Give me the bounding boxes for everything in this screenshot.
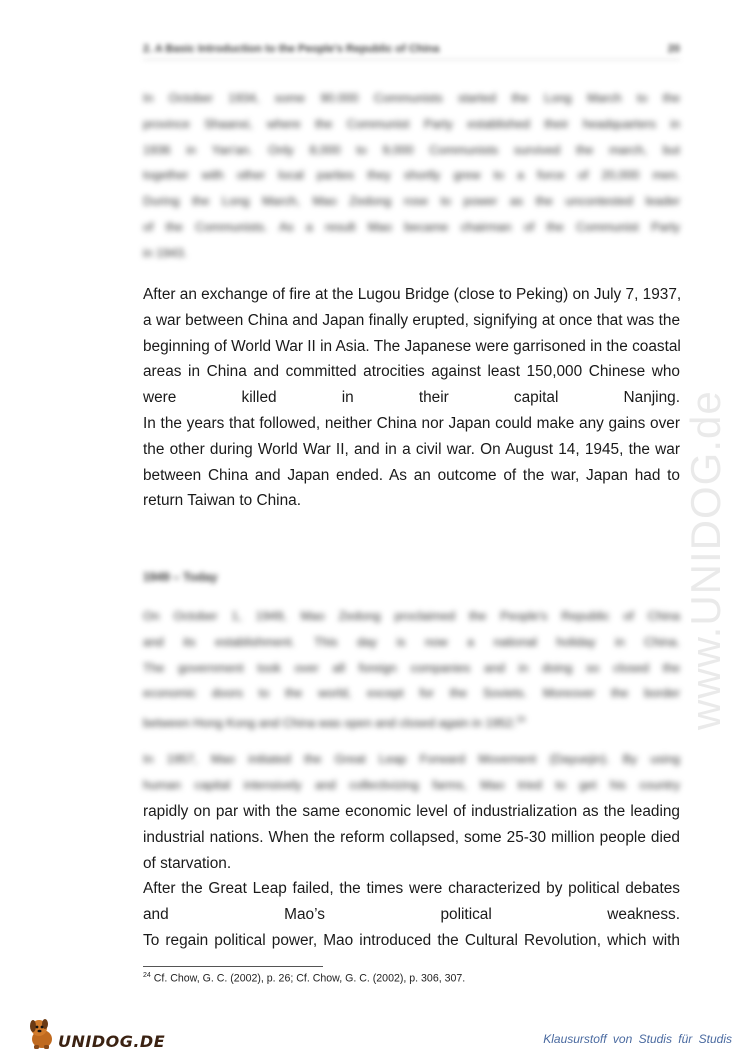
text-line: industrial nations. When the reform collapsed, some 25-30 million people died: [143, 828, 680, 846]
text-line: [143, 707, 680, 737]
text-line: beginning of World War II in Asia. The Japanese were garrisoned in the coastal: [143, 337, 681, 355]
text-line: were killed in their capital Nanjing.: [143, 389, 680, 407]
footnote: [143, 972, 465, 985]
side-watermark: [682, 280, 732, 730]
text-line: a war between China and Japan finally erupted, signifying at once that was the: [143, 311, 680, 329]
blurred-intro-paragraph: [143, 86, 680, 267]
text-line: province Shaanxi, where the Communist Party established their headquarters in: [143, 116, 680, 131]
text-line: economic doors to the world, except for the Soviets. Moreover the border: [143, 686, 680, 701]
text-line-content: between Hong Kong and China was open and closed again in 1952.: [143, 716, 517, 731]
footnote-number: 24: [143, 972, 151, 979]
text-line: the other during World War II, and in a civil war. On August 14, 1945, the war: [143, 440, 680, 458]
text-line: 1936 in Yan'an. Only 8,000 to 9,000 Communists survived the march, but: [143, 142, 680, 157]
unidog-logo[interactable]: [24, 1013, 166, 1053]
text-line: between China and Japan ended. As an outcome of the war, Japan had to: [143, 466, 680, 484]
watermark-text: www.UNIDOG.de: [682, 390, 729, 730]
text-line: In the years that followed, neither China nor Japan could make any gains over: [143, 414, 680, 432]
text-line: After the Great Leap failed, the times were characterized by political debates: [143, 880, 680, 898]
footnote-divider: [143, 966, 323, 967]
blurred-prc-paragraph: [143, 604, 680, 737]
text-line: areas in China and committed atrocities against least 150,000 Chinese who: [143, 363, 680, 381]
text-line: of the Communists. As a result Mao became chairman of the Communist Party: [143, 219, 680, 234]
text-line: rapidly on par with the same economic level of industrialization as the leading: [143, 803, 680, 820]
leap-paragraph: [143, 799, 680, 954]
text-line: in 1943.: [143, 245, 188, 260]
text-line: together with other local parties they shortly grew to a force of 20,000 men.: [143, 168, 680, 183]
header-page-number: 20: [667, 43, 680, 55]
footer-tagline: Klausurstoff von Studis für Studis: [543, 1032, 732, 1046]
section-heading: 1949 – Today: [143, 570, 218, 584]
blurred-leap-paragraph: [143, 747, 680, 799]
text-line: In 1957, Mao initiated the Great Leap Forward Movement (Dayuejin). By using: [143, 752, 680, 766]
running-header: [143, 41, 680, 60]
text-line: [143, 851, 680, 877]
text-line: To regain political power, Mao introduced the Cultural Revolution, which with: [143, 931, 680, 949]
footnote-text: Cf. Chow, G. C. (2002), p. 26; Cf. Chow, G. C. (2002), p. 306, 307.: [150, 972, 466, 985]
text-line: During the Long March, Mao Zedong rose to power as the uncontested leader: [143, 194, 680, 209]
footnote-reference: 24: [516, 715, 526, 725]
text-line: and its establishment. This day is now a national holiday in China.: [143, 634, 680, 649]
text-line: The government took over all foreign companies and in doing so closed the: [143, 660, 680, 675]
text-line: return Taiwan to China.: [143, 492, 301, 510]
header-title: 2. A Basic Introduction to the People's Republic of China: [143, 43, 440, 55]
text-line-content: of starvation.: [143, 854, 232, 872]
text-line: human capital intensively and collectivizing farms, Mao tried to get his country: [143, 777, 680, 792]
text-line: In October 1934, some 90.000 Communists started the Long March to the: [143, 91, 680, 105]
logo-text: UNIDOG.DE: [58, 1032, 166, 1051]
text-line: After an exchange of fire at the Lugou Bridge (close to Peking) on July 7, 1937,: [143, 286, 682, 303]
war-paragraph: [143, 282, 680, 514]
text-line: On October 1, 1949, Mao Zedong proclaimed the People's Republic of China: [143, 609, 680, 623]
text-line: and Mao’s political weakness.: [143, 906, 680, 924]
